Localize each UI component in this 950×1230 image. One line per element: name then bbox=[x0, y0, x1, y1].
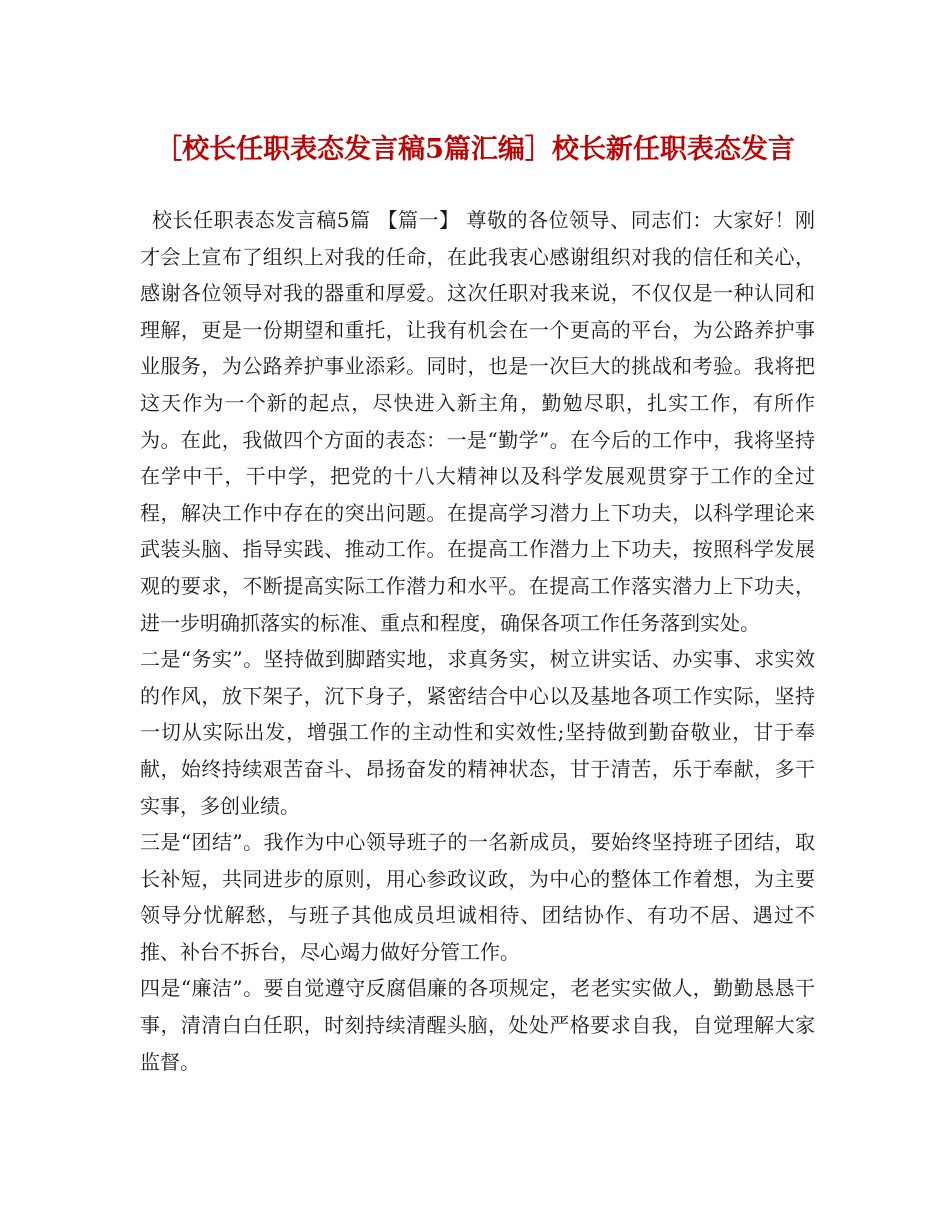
paragraph-2: 二是“务实”。坚持做到脚踏实地，求真务实，树立讲实话、办实事、求实效的作风，放下架子，沉下身子，紧密结合中心以及基地各项工作实际，坚持一切从实际出发，增强工作的主动性和实效性;坚持做到勤奋敬业，甘于奉献，始终持续艰苦奋斗、昂扬奋发的精神状态，甘于清苦，乐于奉献，多干实事，多创业绩。 bbox=[140, 647, 815, 818]
paragraph-3: 三是“团结”。我作为中心领导班子的一名新成员，要始终坚持班子团结，取长补短，共同进步的原则，用心参政议政，为中心的整体工作着想，为主要领导分忧解愁，与班子其他成员坦诚相待、团结协作、有功不居、遇过不推、补台不拆台，尽心竭力做好分管工作。 bbox=[140, 830, 815, 964]
paragraph-1: 校长任职表态发言稿5篇 【篇一】 尊敬的各位领导、同志们：大家好！刚才会上宣布了组织上对我的任命，在此我衷心感谢组织对我的信任和关心，感谢各位领导对我的器重和厚爱。这次任职对我来说，不仅仅是一种认同和理解，更是一份期望和重托，让我有机会在一个更高的平台，为公路养护事业服务，为公路养护事业添彩。同时，也是一次巨大的挑战和考验。我将把这天作为一个新的起点，尽快进入新主角，勤勉尽职，扎实工作，有所作为。在此，我做四个方面的表态：一是“勤学”。在今后的工作中，我将坚持在学中干，干中学，把党的十八大精神以及科学发展观贯穿于工作的全过程，解决工作中存在的突出问题。在提高学习潜力上下功夫，以科学理论来武装头脑、指导实践、推动工作。在提高工作潜力上下功夫，按照科学发展观的要求，不断提高实际工作潜力和水平。在提高工作落实潜力上下功夫，进一步明确抓落实的标准、重点和程度，确保各项工作任务落到实处。 bbox=[140, 208, 815, 635]
document-body bbox=[140, 202, 815, 1080]
document-title: ［校长任职表态发言稿5篇汇编］校长新任职表态发言 bbox=[155, 134, 795, 165]
paragraph-4: 四是“廉洁”。要自觉遵守反腐倡廉的各项规定，老老实实做人，勤勤恳恳干事，清清白白任职，时刻持续清醒头脑，处处严格要求自我，自觉理解大家监督。 bbox=[140, 976, 815, 1074]
